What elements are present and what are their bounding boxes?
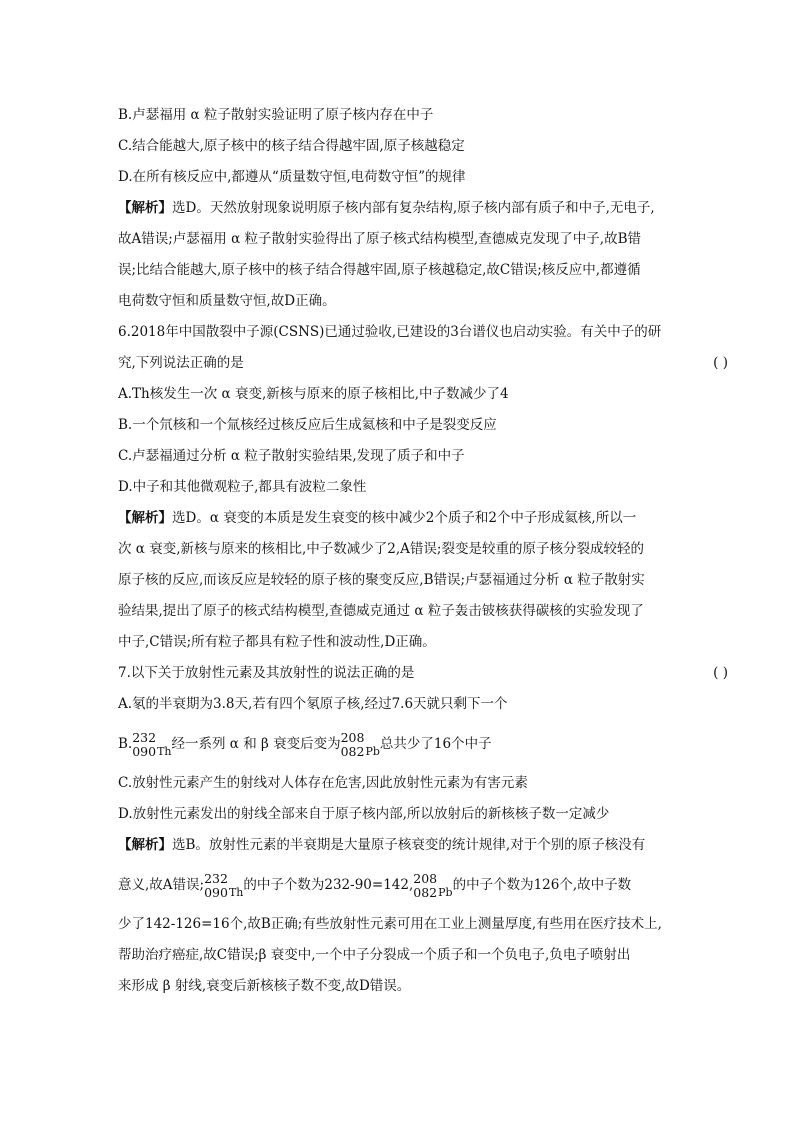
option-c-q6: C.卢瑟福通过分析 α 粒子散射实验结果,发现了质子和中子 bbox=[118, 448, 465, 464]
analysis-q6-line-1 bbox=[118, 503, 728, 534]
analysis-tag: 【解析】 bbox=[118, 200, 172, 216]
analysis-tag: 【解析】 bbox=[118, 510, 172, 526]
option-b-suffix: 总共少了16个中子 bbox=[379, 736, 492, 752]
question-7 bbox=[118, 658, 728, 689]
analysis-text: 选B。放射性元素的半衰期是大量原子核衰变的统计规律,对于个别的原子核没有 bbox=[172, 837, 646, 853]
analysis-q7-line-4: 帮助治疗癌症,故C错误;β 衰变中,一个中子分裂成一个质子和一个负电子,负电子喷射出 bbox=[118, 947, 631, 963]
analysis-q7-line-3: 少了142-126=16个,故B正确;有些放射性元素可用在工业上测量厚度,有些用在医疗技术上, bbox=[118, 916, 662, 932]
question-7-text: 7.以下关于放射性元素及其放射性的说法正确的是 bbox=[118, 665, 415, 681]
document-page bbox=[118, 100, 728, 1002]
charge-number: 082 bbox=[340, 743, 365, 759]
lead-nuclide bbox=[341, 731, 380, 759]
option-b-prefix: B. bbox=[118, 736, 133, 752]
charge-number: 090 bbox=[204, 884, 228, 900]
element-symbol: Th bbox=[228, 886, 244, 899]
analysis-q7-line-1 bbox=[118, 830, 728, 861]
analysis-q7-line-5: 来形成 β 射线,衰变后新核核子数不变,故D错误。 bbox=[118, 978, 411, 994]
option-b-middle: 经一系列 α 和 β 衰变后变为 bbox=[171, 736, 341, 752]
analysis-q5-line-2: 故A错误;卢瑟福用 α 粒子散射实验得出了原子核式结构模型,查德威克发现了中子,故B错 bbox=[118, 231, 641, 247]
option-b-q7 bbox=[118, 720, 728, 768]
mass-number: 208 bbox=[413, 870, 438, 886]
element-symbol: Th bbox=[157, 745, 172, 758]
option-d-q7: D.放射性元素发出的射线全部来自于原子核内部,所以放射后的新核核子数一定减少 bbox=[118, 806, 610, 822]
charge-number: 090 bbox=[132, 743, 157, 759]
mass-number: 232 bbox=[204, 870, 228, 886]
option-c-q7: C.放射性元素产生的射线对人体存在危害,因此放射性元素为有害元素 bbox=[118, 775, 528, 791]
analysis-prefix: 意义,故A错误; bbox=[118, 877, 205, 893]
element-symbol: Pb bbox=[438, 886, 453, 899]
analysis-q5-line-1 bbox=[118, 193, 728, 224]
option-a-q7: A.氡的半衰期为3.8天,若有四个氡原子核,经过7.6天就只剩下一个 bbox=[118, 696, 508, 712]
option-b-q6: B.一个氘核和一个氚核经过核反应后生成氦核和中子是裂变反应 bbox=[118, 417, 497, 433]
analysis-q6-line-5: 中子,C错误;所有粒子都具有粒子性和波动性,D正确。 bbox=[118, 634, 436, 650]
option-b-q5: B.卢瑟福用 α 粒子散射实验证明了原子核内存在中子 bbox=[118, 107, 434, 123]
analysis-tag: 【解析】 bbox=[118, 837, 172, 853]
question-6-text: 究,下列说法正确的是 bbox=[118, 355, 244, 371]
analysis-q5-line-3: 误;比结合能越大,原子核中的核子结合得越牢固,原子核越稳定,故C错误;核反应中,都遵循 bbox=[118, 262, 641, 278]
option-c-q5: C.结合能越大,原子核中的核子结合得越牢固,原子核越稳定 bbox=[118, 138, 465, 154]
answer-bracket: ( ) bbox=[713, 355, 728, 371]
option-d-q5: D.在所有核反应中,都遵从“质量数守恒,电荷数守恒”的规律 bbox=[118, 169, 466, 185]
mass-number: 208 bbox=[340, 729, 365, 745]
thorium-nuclide bbox=[132, 731, 171, 759]
mass-number: 232 bbox=[132, 729, 157, 745]
question-6-line-1: 6.2018年中国散裂中子源(CSNS)已通过验收,已建设的3台谱仪也启动实验。有关中子的研 bbox=[118, 324, 662, 340]
analysis-middle: 的中子个数为232-90=142, bbox=[243, 877, 414, 893]
analysis-q6-line-3: 原子核的反应,而该反应是较轻的原子核的聚变反应,B错误;卢瑟福通过分析 α 粒子散射实 bbox=[118, 572, 645, 588]
analysis-q6-line-2: 次 α 衰变,新核与原来的核相比,中子数减少了2,A错误;裂变是较重的原子核分裂成较轻的 bbox=[118, 541, 644, 557]
charge-number: 082 bbox=[413, 884, 438, 900]
option-a-q6: A.Th核发生一次 α 衰变,新核与原来的原子核相比,中子数减少了4 bbox=[118, 386, 509, 402]
analysis-q5-line-4: 电荷数守恒和质量数守恒,故D正确。 bbox=[118, 293, 336, 309]
element-symbol: Pb bbox=[365, 745, 380, 758]
analysis-suffix: 的中子个数为126个,故中子数 bbox=[452, 877, 632, 893]
option-d-q6: D.中子和其他微观粒子,都具有波粒二象性 bbox=[118, 479, 367, 495]
answer-bracket: ( ) bbox=[713, 665, 728, 681]
analysis-text: 选D。天然放射现象说明原子核内部有复杂结构,原子核内部有质子和中子,无电子, bbox=[172, 200, 655, 216]
analysis-q7-line-2 bbox=[118, 861, 728, 909]
question-6-line-2 bbox=[118, 348, 728, 379]
lead-nuclide bbox=[413, 872, 452, 900]
analysis-text: 选D。α 衰变的本质是发生衰变的核中减少2个质子和2个中子形成氦核,所以一 bbox=[172, 510, 637, 526]
thorium-nuclide bbox=[204, 872, 243, 900]
analysis-q6-line-4: 验结果,提出了原子的核式结构模型,查德威克通过 α 粒子轰击铍核获得碳核的实验发现了 bbox=[118, 603, 644, 619]
